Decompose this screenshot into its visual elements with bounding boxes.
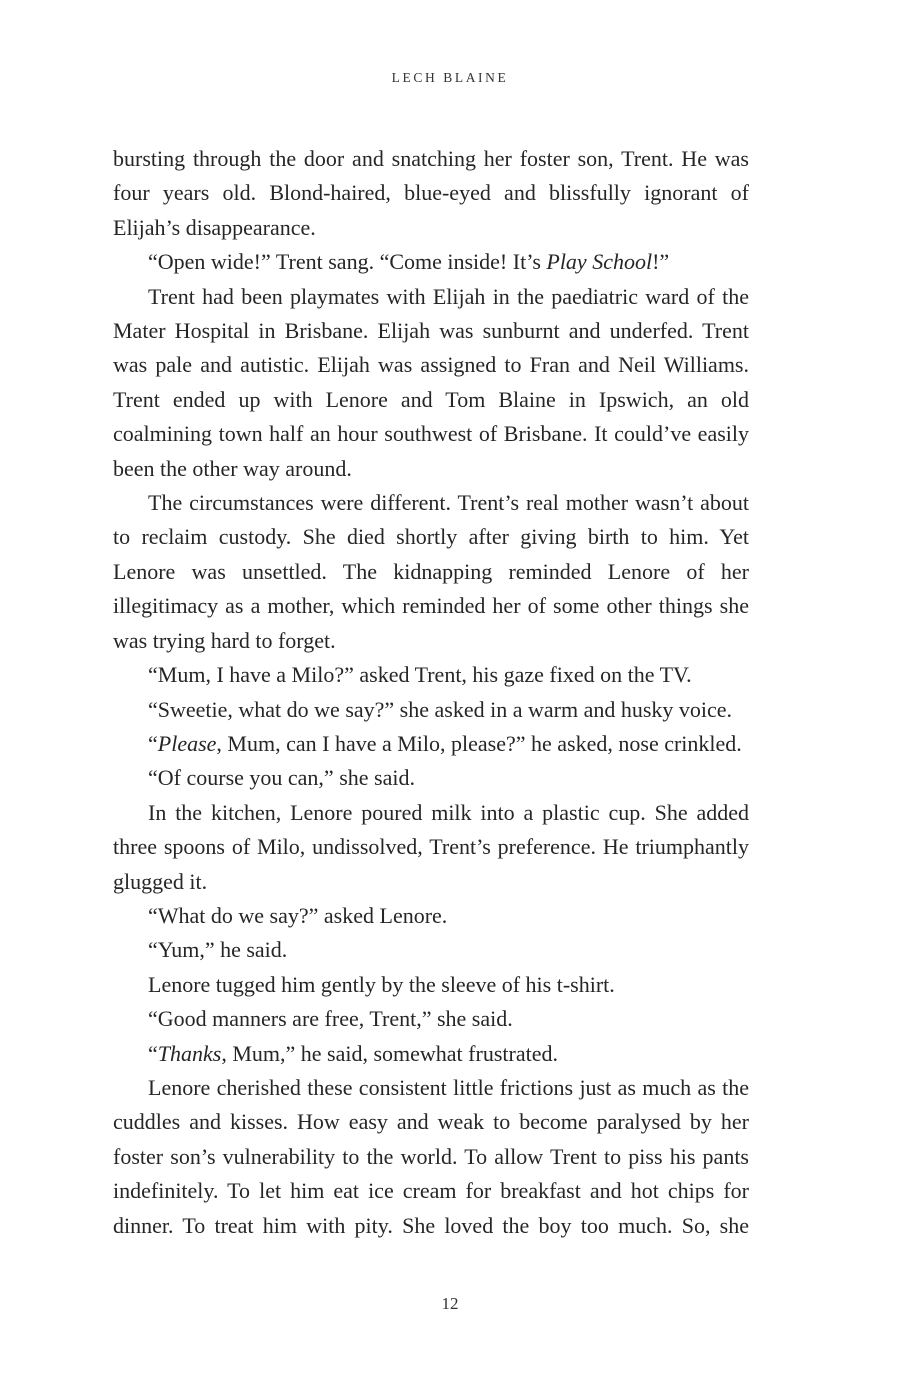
text-run: Trent had been playmates with Elijah in the paediatric ward of the Mater Hospital in Brisbane. Elijah was sunburnt and underfed. Trent was pale and autistic. Elijah was assigned to Fran and Neil Williams. Trent ended up with Lenore and Tom Blaine in Ipswich, an old coalmining town half an hour southwest of Brisbane. It could’ve easily been the other way around. [113,283,749,481]
paragraph [113,933,749,967]
text-run: “Good manners are free, Trent,” she said. [148,1006,513,1032]
italic-text: Please [157,730,217,756]
paragraph [113,968,749,1002]
text-run: “Sweetie, what do we say?” she asked in a warm and husky voice. [148,696,733,722]
paragraph [113,1071,749,1243]
text-run: Lenore cherished these consistent little frictions just as much as the cuddles and kisses. How easy and weak to become paralysed by her foster son’s vulnerability to the world. To allow Trent to piss his pants indefinitely. To let him eat ice cream for breakfast and hot chips for dinner. To treat him with pity. She loved the boy too much. So, she [113,1074,749,1238]
italic-text: Play School [546,249,653,275]
paragraph [113,245,749,279]
text-run: The circumstances were different. Trent’s real mother wasn’t about to reclaim custody. She died shortly after giving birth to him. Yet Lenore was unsettled. The kidnapping reminded Lenore of her illegitimacy as a mother, which reminded her of some other things she was trying hard to forget. [113,490,749,653]
text-run: “Mum, I have a Milo?” asked Trent, his gaze fixed on the TV. [148,662,692,688]
paragraph [113,796,749,899]
paragraph [113,693,749,727]
text-run: “ [148,1040,158,1066]
text-run: “Open wide!” Trent sang. “Come inside! It’s [148,249,547,275]
text-run: , Mum, can I have a Milo, please?” he asked, nose crinkled. [216,730,742,756]
text-run: “ [148,730,158,756]
paragraph [113,142,749,245]
paragraph [113,1002,749,1036]
paragraph [113,658,749,692]
italic-text: Thanks [157,1040,222,1066]
paragraph [113,1037,749,1071]
text-run: bursting through the door and snatching her foster son, Trent. He was four years old. Blond-haired, blue-eyed and blissfully ignorant of Elijah’s disappearance. [113,146,749,240]
text-run: In the kitchen, Lenore poured milk into a plastic cup. She added three spoons of Milo, undissolved, Trent’s preference. He triumphantly glugged it. [113,799,749,894]
paragraph [113,280,749,486]
paragraph [113,727,749,761]
text-run: “Of course you can,” she said. [148,765,415,791]
text-run: !” [652,249,670,275]
text-run: “What do we say?” asked Lenore. [148,902,448,928]
paragraph [113,899,749,933]
paragraph [113,486,749,658]
page-number: 12 [441,1294,459,1313]
text-run: Lenore tugged him gently by the sleeve of his t-shirt. [148,971,615,997]
text-run: , Mum,” he said, somewhat frustrated. [221,1040,558,1066]
running-head: LECH BLAINE [391,70,509,85]
body-text [113,142,749,1243]
text-run: “Yum,” he said. [148,937,288,963]
paragraph [113,761,749,795]
